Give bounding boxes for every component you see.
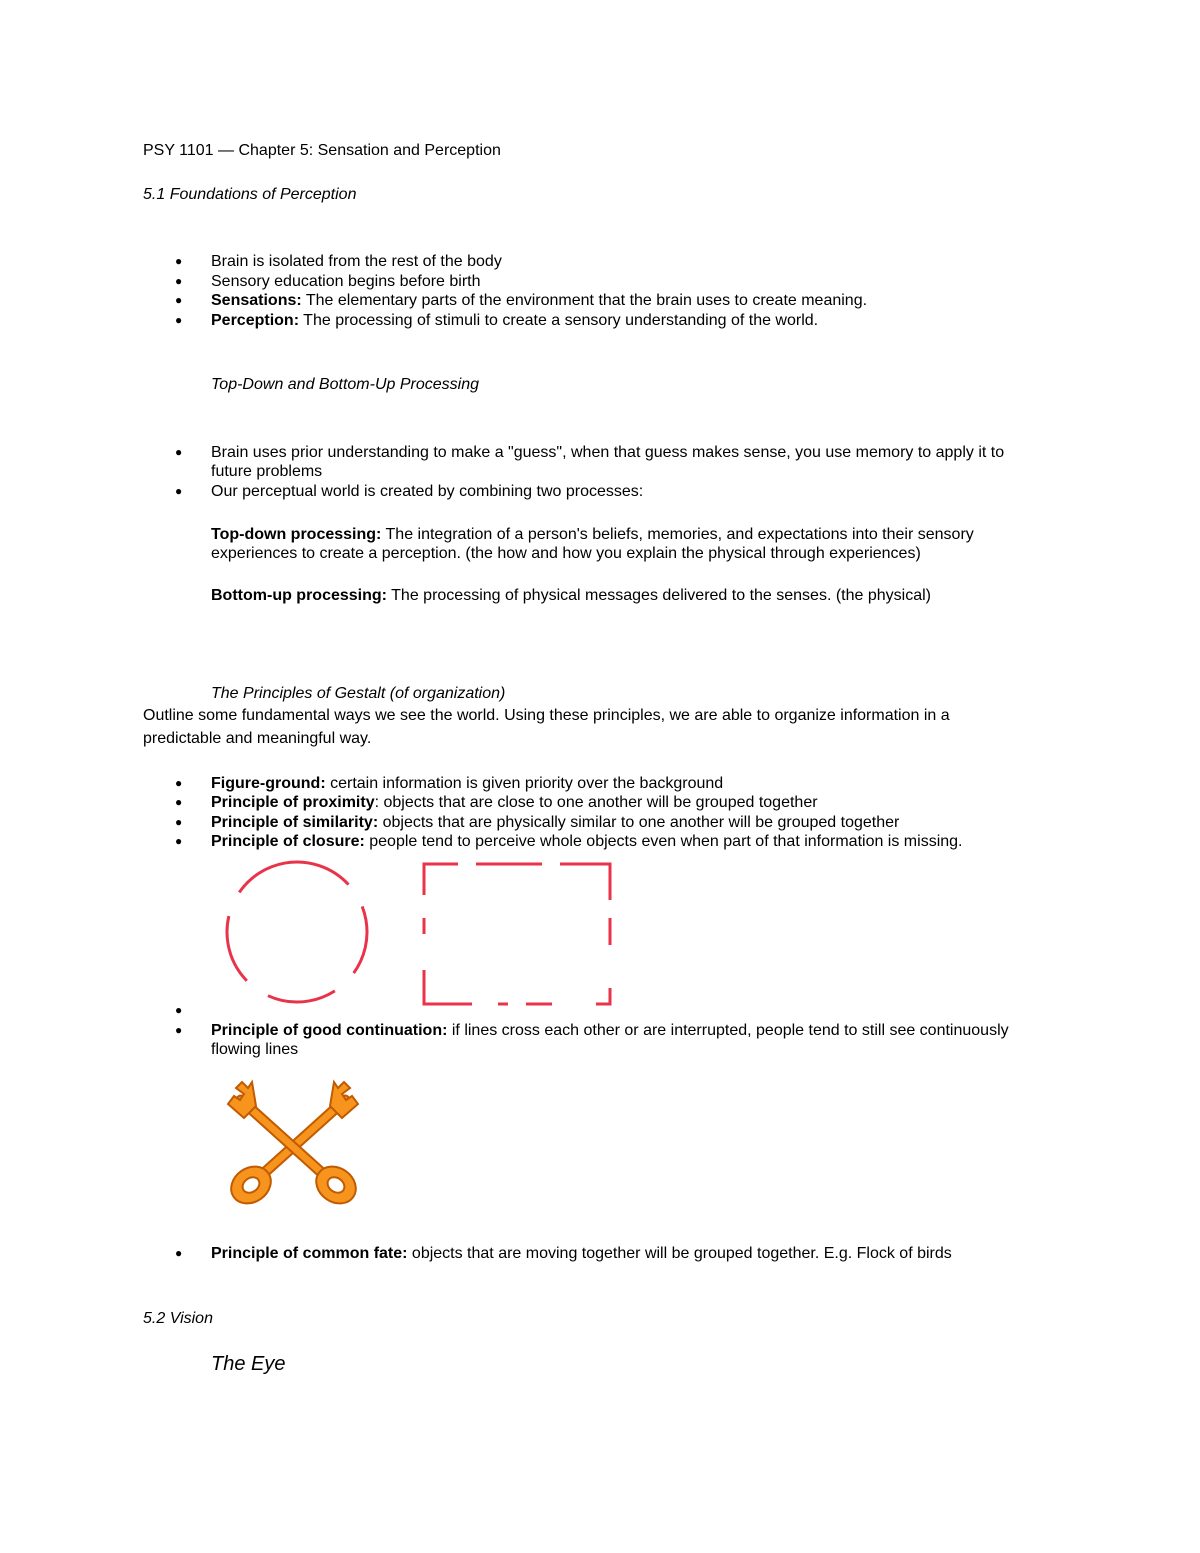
list-item: Sensations: The elementary parts of the environment that the brain uses to create meaning.: [211, 292, 868, 309]
term: Principle of closure:: [211, 833, 365, 850]
term: Top-down processing:: [211, 526, 382, 543]
list-item: Principle of closure: people tend to perceive whole objects even when part of that information is missing.: [211, 833, 963, 850]
list-item: Principle of similarity: objects that are physically similar to one another will be grouped together: [211, 814, 900, 831]
section-heading-5-2: 5.2 Vision: [143, 1310, 213, 1327]
bullet-dot: ●: [175, 1246, 183, 1260]
bullet-dot: ●: [175, 254, 183, 268]
subheading-the-eye: The Eye: [211, 1353, 286, 1375]
term: Principle of proximity: [211, 794, 375, 811]
bullet-dot: ●: [175, 313, 183, 327]
bullet-dot: ●: [175, 776, 183, 790]
list-item: Principle of proximity: objects that are close to one another will be grouped together: [211, 794, 818, 811]
term: Principle of similarity:: [211, 814, 379, 831]
list-item: Our perceptual world is created by combining two processes:: [211, 483, 644, 500]
bullet-dot: ●: [175, 293, 183, 307]
section-heading-5-1: 5.1 Foundations of Perception: [143, 186, 357, 203]
list-item: Brain is isolated from the rest of the body: [211, 253, 502, 270]
list-item: Principle of common fate: objects that are moving together will be grouped together. E.g. Flock of birds: [211, 1245, 952, 1262]
gestalt-intro-line-1: Outline some fundamental ways we see the world. Using these principles, we are able to organize information in a: [143, 707, 950, 724]
bullet-dot: ●: [175, 1003, 183, 1017]
subheading-gestalt: The Principles of Gestalt (of organization): [211, 685, 506, 702]
list-item: Brain uses prior understanding to make a "guess", when that guess makes sense, you use memory to apply it to future problems: [211, 444, 1005, 480]
list-item: Perception: The processing of stimuli to create a sensory understanding of the world.: [211, 312, 819, 329]
gestalt-intro-line-2: predictable and meaningful way.: [143, 730, 372, 747]
list-item: Principle of good continuation: if lines cross each other or are interrupted, people tend to still see continuously flowing lines: [211, 1022, 1009, 1058]
bullet-dot: ●: [175, 484, 183, 498]
term: Perception:: [211, 312, 300, 329]
bottom-up-definition: Bottom-up processing: The processing of physical messages delivered to the senses. (the physical): [211, 587, 931, 604]
term: Principle of common fate:: [211, 1245, 408, 1262]
bullet-dot: ●: [175, 834, 183, 848]
bullet-dot: ●: [175, 1023, 183, 1037]
term: Sensations:: [211, 292, 302, 309]
document-title: PSY 1101 — Chapter 5: Sensation and Perception: [143, 142, 501, 159]
subheading-processing: Top-Down and Bottom-Up Processing: [211, 376, 479, 393]
top-down-definition: Top-down processing: The integration of a person's beliefs, memories, and expectations into their sensory experiences to create a perception. (the how and how you explain the physical through experiences): [211, 526, 974, 562]
term: Figure-ground:: [211, 775, 326, 792]
bullet-dot: ●: [175, 445, 183, 459]
list-item: Figure-ground: certain information is given priority over the background: [211, 775, 724, 792]
term: Bottom-up processing:: [211, 587, 387, 604]
list-item: Sensory education begins before birth: [211, 273, 481, 290]
term: Principle of good continuation:: [211, 1022, 448, 1039]
bullet-dot: ●: [175, 274, 183, 288]
bullet-dot: ●: [175, 795, 183, 809]
bullet-dot: ●: [175, 815, 183, 829]
